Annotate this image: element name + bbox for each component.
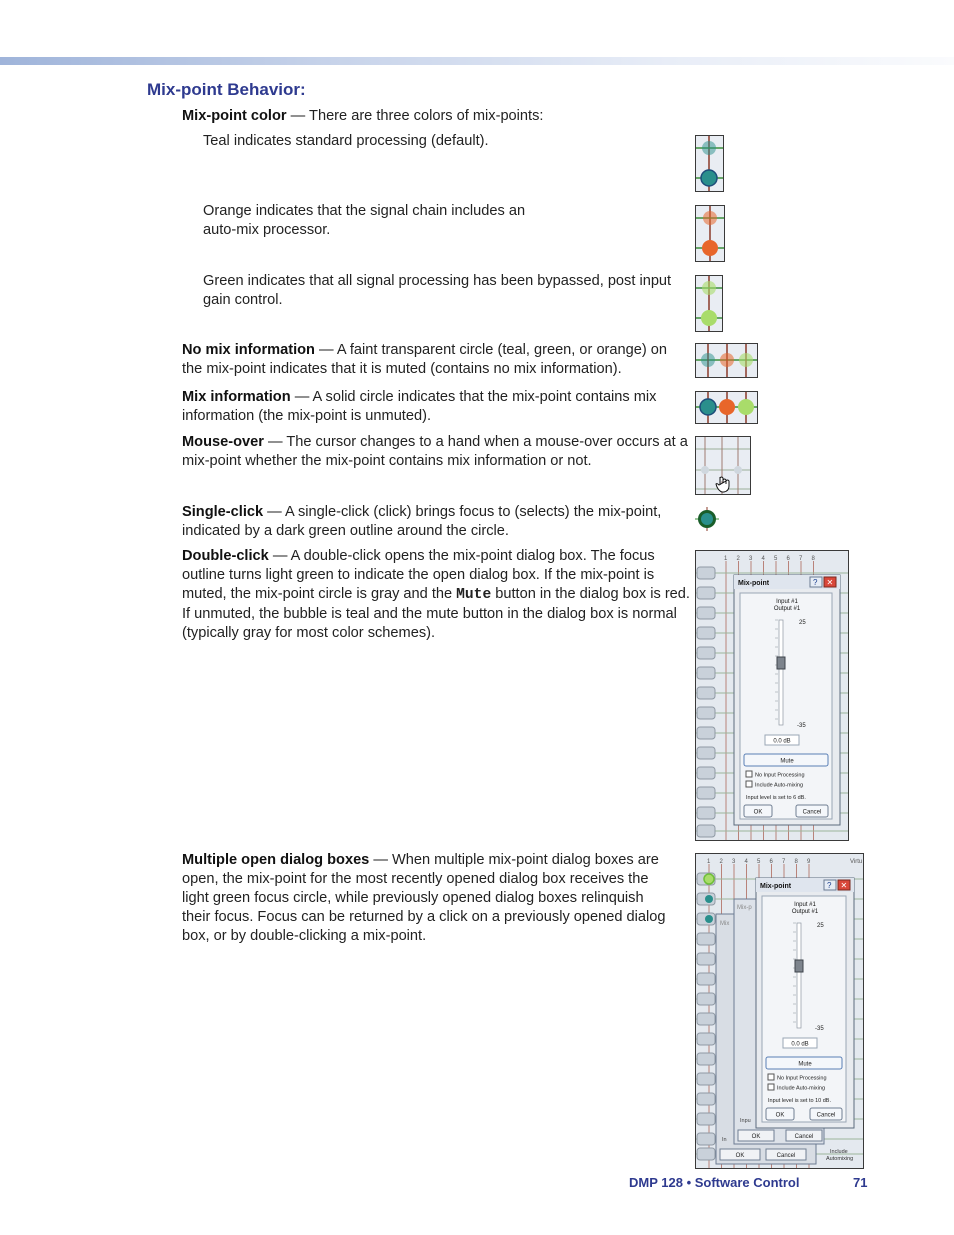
input-tab xyxy=(697,933,715,945)
column-number: 2 xyxy=(736,556,740,562)
orange-faint-circle xyxy=(703,211,717,225)
green-faint-circle xyxy=(702,281,716,295)
back1-ok-label: OK xyxy=(751,1134,761,1140)
input-tab xyxy=(697,1073,715,1085)
mute-label: Mute xyxy=(798,1061,812,1068)
mixpoint xyxy=(705,895,713,903)
orange-solid-circle xyxy=(702,240,718,256)
input-tab xyxy=(697,627,715,639)
input-tab xyxy=(697,973,715,985)
input-tab xyxy=(697,825,715,837)
input-tab xyxy=(697,1133,715,1145)
help-icon: ? xyxy=(813,578,818,587)
term-double-click: Double-click xyxy=(182,548,269,564)
double-click-desc-b: button in the dialog box is red. xyxy=(491,586,690,602)
include-automixing-checkbox xyxy=(746,781,752,787)
front-mix-point-dialog xyxy=(756,878,854,1128)
section-heading: Mix-point Behavior: xyxy=(147,80,306,99)
orange-mixpoint-figure xyxy=(695,205,725,262)
fader-handle xyxy=(777,657,785,669)
double-click-dialog-screenshot xyxy=(695,550,849,841)
column-number: 3 xyxy=(732,859,736,865)
output-label: Output #1 xyxy=(791,909,819,915)
help-icon: ? xyxy=(827,881,832,890)
mouse-over-desc: — The cursor changes to a hand when a mouse-over occurs at a mix-point whether the mix-point contains mix information or not. xyxy=(182,434,688,469)
column-number: 5 xyxy=(774,556,778,562)
no-input-processing-label: No Input Processing xyxy=(777,1075,827,1082)
column-number: 4 xyxy=(761,556,765,562)
include-automixing-label: Include Auto-mixing xyxy=(755,782,803,789)
back-ok-label: OK xyxy=(735,1153,745,1159)
virtual-label: Virtu xyxy=(850,859,863,865)
back1-input-short: Inpu xyxy=(740,1118,751,1124)
mouse-over-text xyxy=(182,433,690,471)
scale-bottom: -35 xyxy=(815,1026,824,1032)
back-cancel-label: Cancel xyxy=(776,1153,796,1159)
column-number: 2 xyxy=(719,859,723,865)
column-number: 3 xyxy=(749,556,753,562)
double-click-text xyxy=(182,547,690,643)
teal-faint-circle xyxy=(702,141,716,155)
input-tab xyxy=(697,1013,715,1025)
column-number: 1 xyxy=(724,556,728,562)
back1-cancel-label: Cancel xyxy=(794,1134,814,1140)
term-mix-point-color: Mix-point color xyxy=(182,108,287,124)
cancel-label: Cancel xyxy=(816,1112,836,1119)
close-icon: ✕ xyxy=(826,578,834,587)
input-tab xyxy=(697,767,715,779)
header-band xyxy=(0,57,954,65)
column-number: 9 xyxy=(807,859,811,865)
mixpoint xyxy=(705,915,713,923)
no-input-processing-label: No Input Processing xyxy=(755,772,805,779)
green-solid-circle xyxy=(701,310,717,326)
input-tab xyxy=(697,1093,715,1105)
term-single-click: Single-click xyxy=(182,504,264,520)
no-input-processing-checkbox xyxy=(746,771,752,777)
green-mixpoint-figure xyxy=(695,275,723,332)
input-tab xyxy=(697,647,715,659)
back-dialog-2-title: Mix xyxy=(720,921,730,927)
input-tab xyxy=(697,607,715,619)
no-mix-desc: — A faint transparent circle (teal, green, or orange) on the mix-point indicates that it is muted (contains no mix information). xyxy=(182,342,668,377)
solid-circles-figure xyxy=(695,391,758,424)
no-input-processing-checkbox xyxy=(768,1074,774,1080)
input-tab xyxy=(697,687,715,699)
input-tab xyxy=(697,567,715,579)
mouse-over-figure xyxy=(695,436,751,495)
scale-top: 25 xyxy=(799,620,806,626)
scale-bottom: -35 xyxy=(797,723,806,729)
column-number: 6 xyxy=(786,556,790,562)
column-number: 8 xyxy=(794,859,798,865)
mix-point-dialog xyxy=(734,575,840,825)
teal-mixpoint-figure xyxy=(695,135,724,192)
ok-label: OK xyxy=(775,1112,785,1119)
input-tab xyxy=(697,707,715,719)
mix-information-text xyxy=(182,388,690,426)
mix-info-desc: — A solid circle indicates that the mix-point contains mix information (the mix-point is unmuted). xyxy=(182,389,657,424)
input-tab xyxy=(697,1113,715,1125)
multiple-dialogs-screenshot xyxy=(695,853,864,1169)
mute-keyword: Mute xyxy=(456,587,492,603)
dialog-title: Mix-point xyxy=(738,580,770,587)
single-click-desc: — A single-click (click) brings focus to (selects) the mix-point, indicated by a dark green outline around the circle. xyxy=(182,504,662,539)
color-teal-text: Teal indicates standard processing (default). xyxy=(203,133,489,149)
input-tab xyxy=(697,807,715,819)
footer-doc-title: DMP 128 • Software Control xyxy=(629,1175,800,1190)
level-value: 0.0 dB xyxy=(773,738,791,745)
fader-track xyxy=(779,620,783,725)
level-value: 0.0 dB xyxy=(791,1041,809,1048)
include-automixing-checkbox xyxy=(768,1084,774,1090)
single-click-text xyxy=(182,503,690,541)
single-click-figure xyxy=(695,507,719,531)
color-green-text: Green indicates that all signal processing has been bypassed, post input gain control. xyxy=(203,273,672,308)
faint-circles-figure xyxy=(695,343,758,378)
multiple-desc: — When multiple mix-point dialog boxes are open, the mix-point for the most recently opened dialog box receives the light green focus circle, while previously opened dialog boxes relinquish their focus. Focus can be returned by a click on a previously opened dialog box, or by double-clicking a mix-point. xyxy=(182,852,666,944)
level-note: Input level is set to 10 dB. xyxy=(768,1098,831,1104)
term-mouse-over: Mouse-over xyxy=(182,434,264,450)
term-mix-info: Mix information xyxy=(182,389,291,405)
teal-solid-circle xyxy=(701,170,717,186)
close-icon: ✕ xyxy=(840,881,848,890)
double-click-desc-c: If unmuted, the bubble is teal and the mute button in the dialog box is normal (typically gray for most color schemes). xyxy=(182,606,677,641)
color-orange-text: Orange indicates that the signal chain includes an auto-mix processor. xyxy=(203,203,526,238)
input-tab xyxy=(697,587,715,599)
back-dialog-1-title: Mix-p xyxy=(737,905,752,911)
input-tab xyxy=(697,667,715,679)
cancel-label: Cancel xyxy=(802,809,822,816)
input-tab xyxy=(697,953,715,965)
input-tab xyxy=(697,993,715,1005)
automixing-label: Automixing xyxy=(826,1156,854,1162)
footer-page-number: 71 xyxy=(853,1175,868,1190)
no-mix-information-text xyxy=(182,341,690,379)
input-tab xyxy=(697,727,715,739)
intro-text: — There are three colors of mix-points: xyxy=(286,108,544,124)
output-label: Output #1 xyxy=(773,606,801,612)
back-input-short: In xyxy=(722,1137,727,1143)
dialog-title: Mix-point xyxy=(760,883,792,890)
term-multiple: Multiple open dialog boxes xyxy=(182,852,370,868)
input-label: Input #1 xyxy=(794,902,816,908)
multiple-dialogs-text xyxy=(182,851,674,946)
level-note: Input level is set to 6 dB. xyxy=(746,795,806,801)
column-number: 7 xyxy=(799,556,803,562)
input-tab xyxy=(697,1033,715,1045)
input-label: Input #1 xyxy=(776,599,798,605)
column-number: 4 xyxy=(744,859,748,865)
include-label: Include xyxy=(830,1149,848,1155)
mute-label: Mute xyxy=(780,758,794,765)
mix-point-color-intro xyxy=(182,107,682,126)
column-number: 1 xyxy=(707,859,711,865)
fader-track xyxy=(797,923,801,1028)
fader-handle xyxy=(795,960,803,972)
input-tab xyxy=(697,787,715,799)
focused-mixpoint xyxy=(704,874,714,884)
input-tab xyxy=(697,747,715,759)
input-tab xyxy=(697,1053,715,1065)
include-automixing-label: Include Auto-mixing xyxy=(777,1085,825,1092)
double-click-desc-a: — A double-click opens the mix-point dialog box. The focus outline turns light green to indicate the open dialog box. If the mix-point is muted, the mix-point circle is gray and the xyxy=(182,548,655,602)
scale-top: 25 xyxy=(817,923,824,929)
column-number: 6 xyxy=(769,859,773,865)
term-no-mix: No mix information xyxy=(182,342,315,358)
column-number: 7 xyxy=(782,859,786,865)
input-tab xyxy=(697,1148,715,1160)
column-number: 5 xyxy=(757,859,761,865)
column-number: 8 xyxy=(811,556,815,562)
ok-label: OK xyxy=(753,809,763,816)
